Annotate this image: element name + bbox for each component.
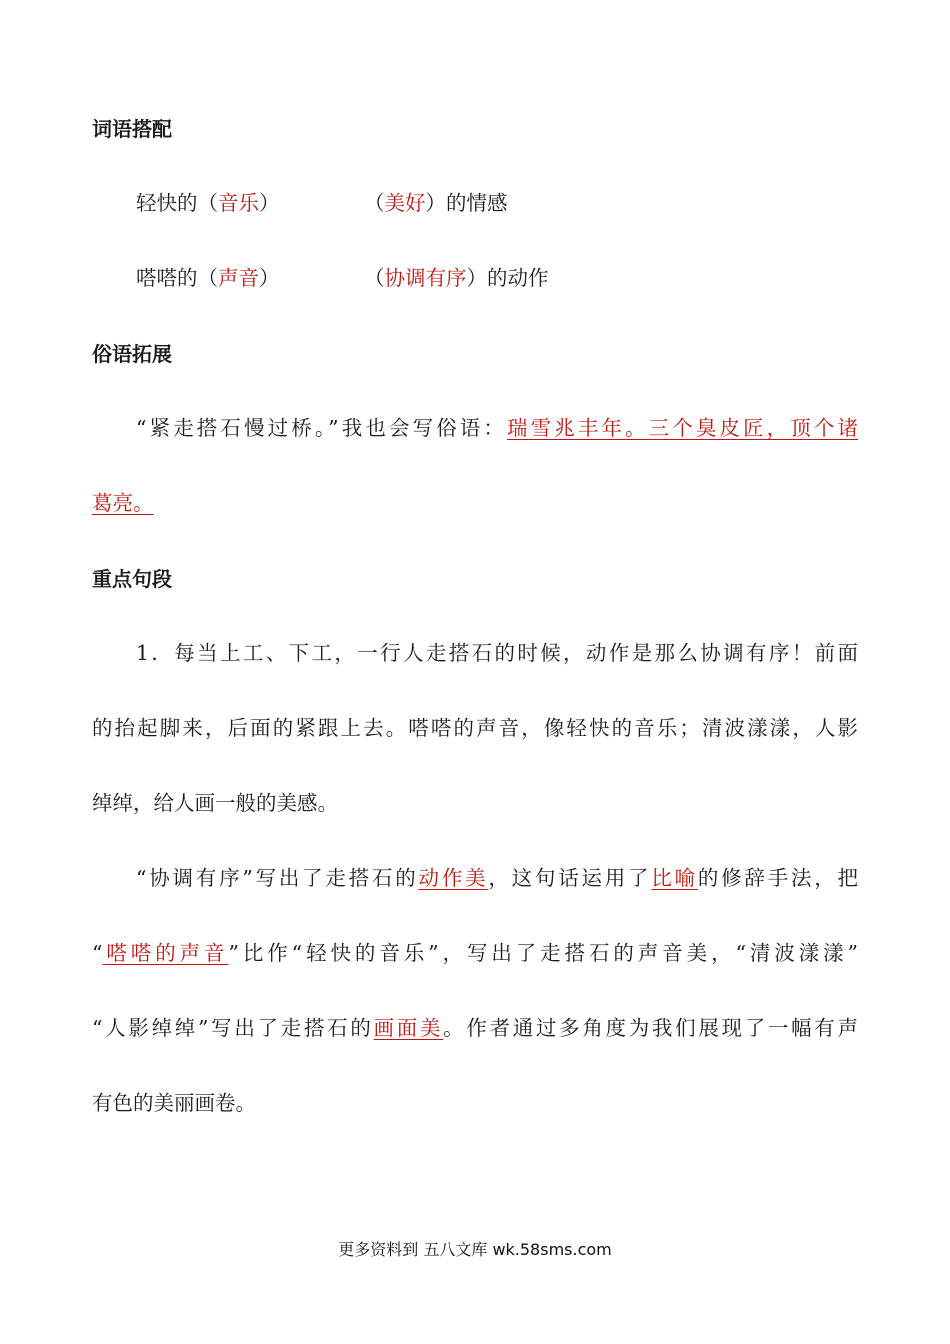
analysis-text: 的修辞手法，把 (697, 866, 859, 890)
footer-link[interactable]: wk.58sms.com (492, 1240, 612, 1259)
analysis-answer: 比喻 (651, 866, 698, 890)
analysis-line-3 (92, 1013, 858, 1043)
answer-text: 声音 (218, 266, 259, 290)
pairing-text: ）的动作 (466, 266, 549, 290)
passage-line-3: 绰绰，给人画一般的美感。 (92, 791, 338, 815)
pairing-row-1-right (364, 188, 508, 218)
analysis-text: “人影绰绰”写出了走搭石的 (92, 1016, 374, 1040)
proverb-answer: 瑞雪兆丰年。三个臭皮匠，顶个诸 (507, 416, 858, 440)
pairing-row-2-left (136, 263, 280, 293)
pairing-row-1-left (136, 188, 280, 218)
analysis-answer: 动作美 (418, 866, 489, 890)
page-footer (0, 1238, 950, 1262)
analysis-text: “ (92, 941, 103, 965)
analysis-line-2 (92, 938, 858, 968)
proverb-line-2 (92, 488, 862, 518)
heading-key-passages: 重点句段 (92, 567, 172, 591)
proverb-prompt: “紧走搭石慢过桥。”我也会写俗语： (136, 416, 508, 440)
passage-line-1: 1．每当上工、下工，一行人走搭石的时候，动作是那么协调有序！前面 (136, 641, 858, 665)
pairing-text: （ (364, 266, 385, 290)
analysis-text: “协调有序”写出了走搭石的 (136, 866, 419, 890)
analysis-text: ，这句话运用了 (488, 866, 652, 890)
pairing-text: 嗒嗒的（ (136, 266, 218, 290)
proverb-answer: 葛亮。 (92, 491, 154, 515)
analysis-text: 。作者通过多角度为我们展现了一幅有声 (443, 1016, 859, 1040)
analysis-line-1 (136, 863, 858, 893)
answer-text: 美好 (384, 191, 426, 215)
pairing-text: ） (259, 266, 280, 290)
passage-line-2: 的抬起脚来，后面的紧跟上去。嗒嗒的声音，像轻快的音乐；清波漾漾，人影 (92, 716, 858, 740)
heading-proverb-extension: 俗语拓展 (92, 342, 172, 366)
analysis-text: ”比作“轻快的音乐”，写出了走搭石的声音美，“清波漾漾” (228, 941, 859, 965)
pairing-text: ） (259, 191, 280, 215)
answer-text: 音乐 (218, 191, 259, 215)
answer-text: 协调有序 (384, 266, 467, 290)
proverb-line-1 (136, 413, 858, 443)
pairing-row-2-right (364, 263, 549, 293)
analysis-line-4: 有色的美丽画卷。 (92, 1091, 256, 1115)
analysis-answer: 嗒嗒的声音 (102, 941, 229, 965)
pairing-text: （ (364, 191, 385, 215)
heading-word-pairing: 词语搭配 (92, 117, 172, 141)
pairing-text: ）的情感 (425, 191, 508, 215)
footer-text: 更多资料到 五八文库 (338, 1240, 488, 1259)
pairing-text: 轻快的（ (136, 191, 218, 215)
analysis-answer: 画面美 (373, 1016, 444, 1040)
